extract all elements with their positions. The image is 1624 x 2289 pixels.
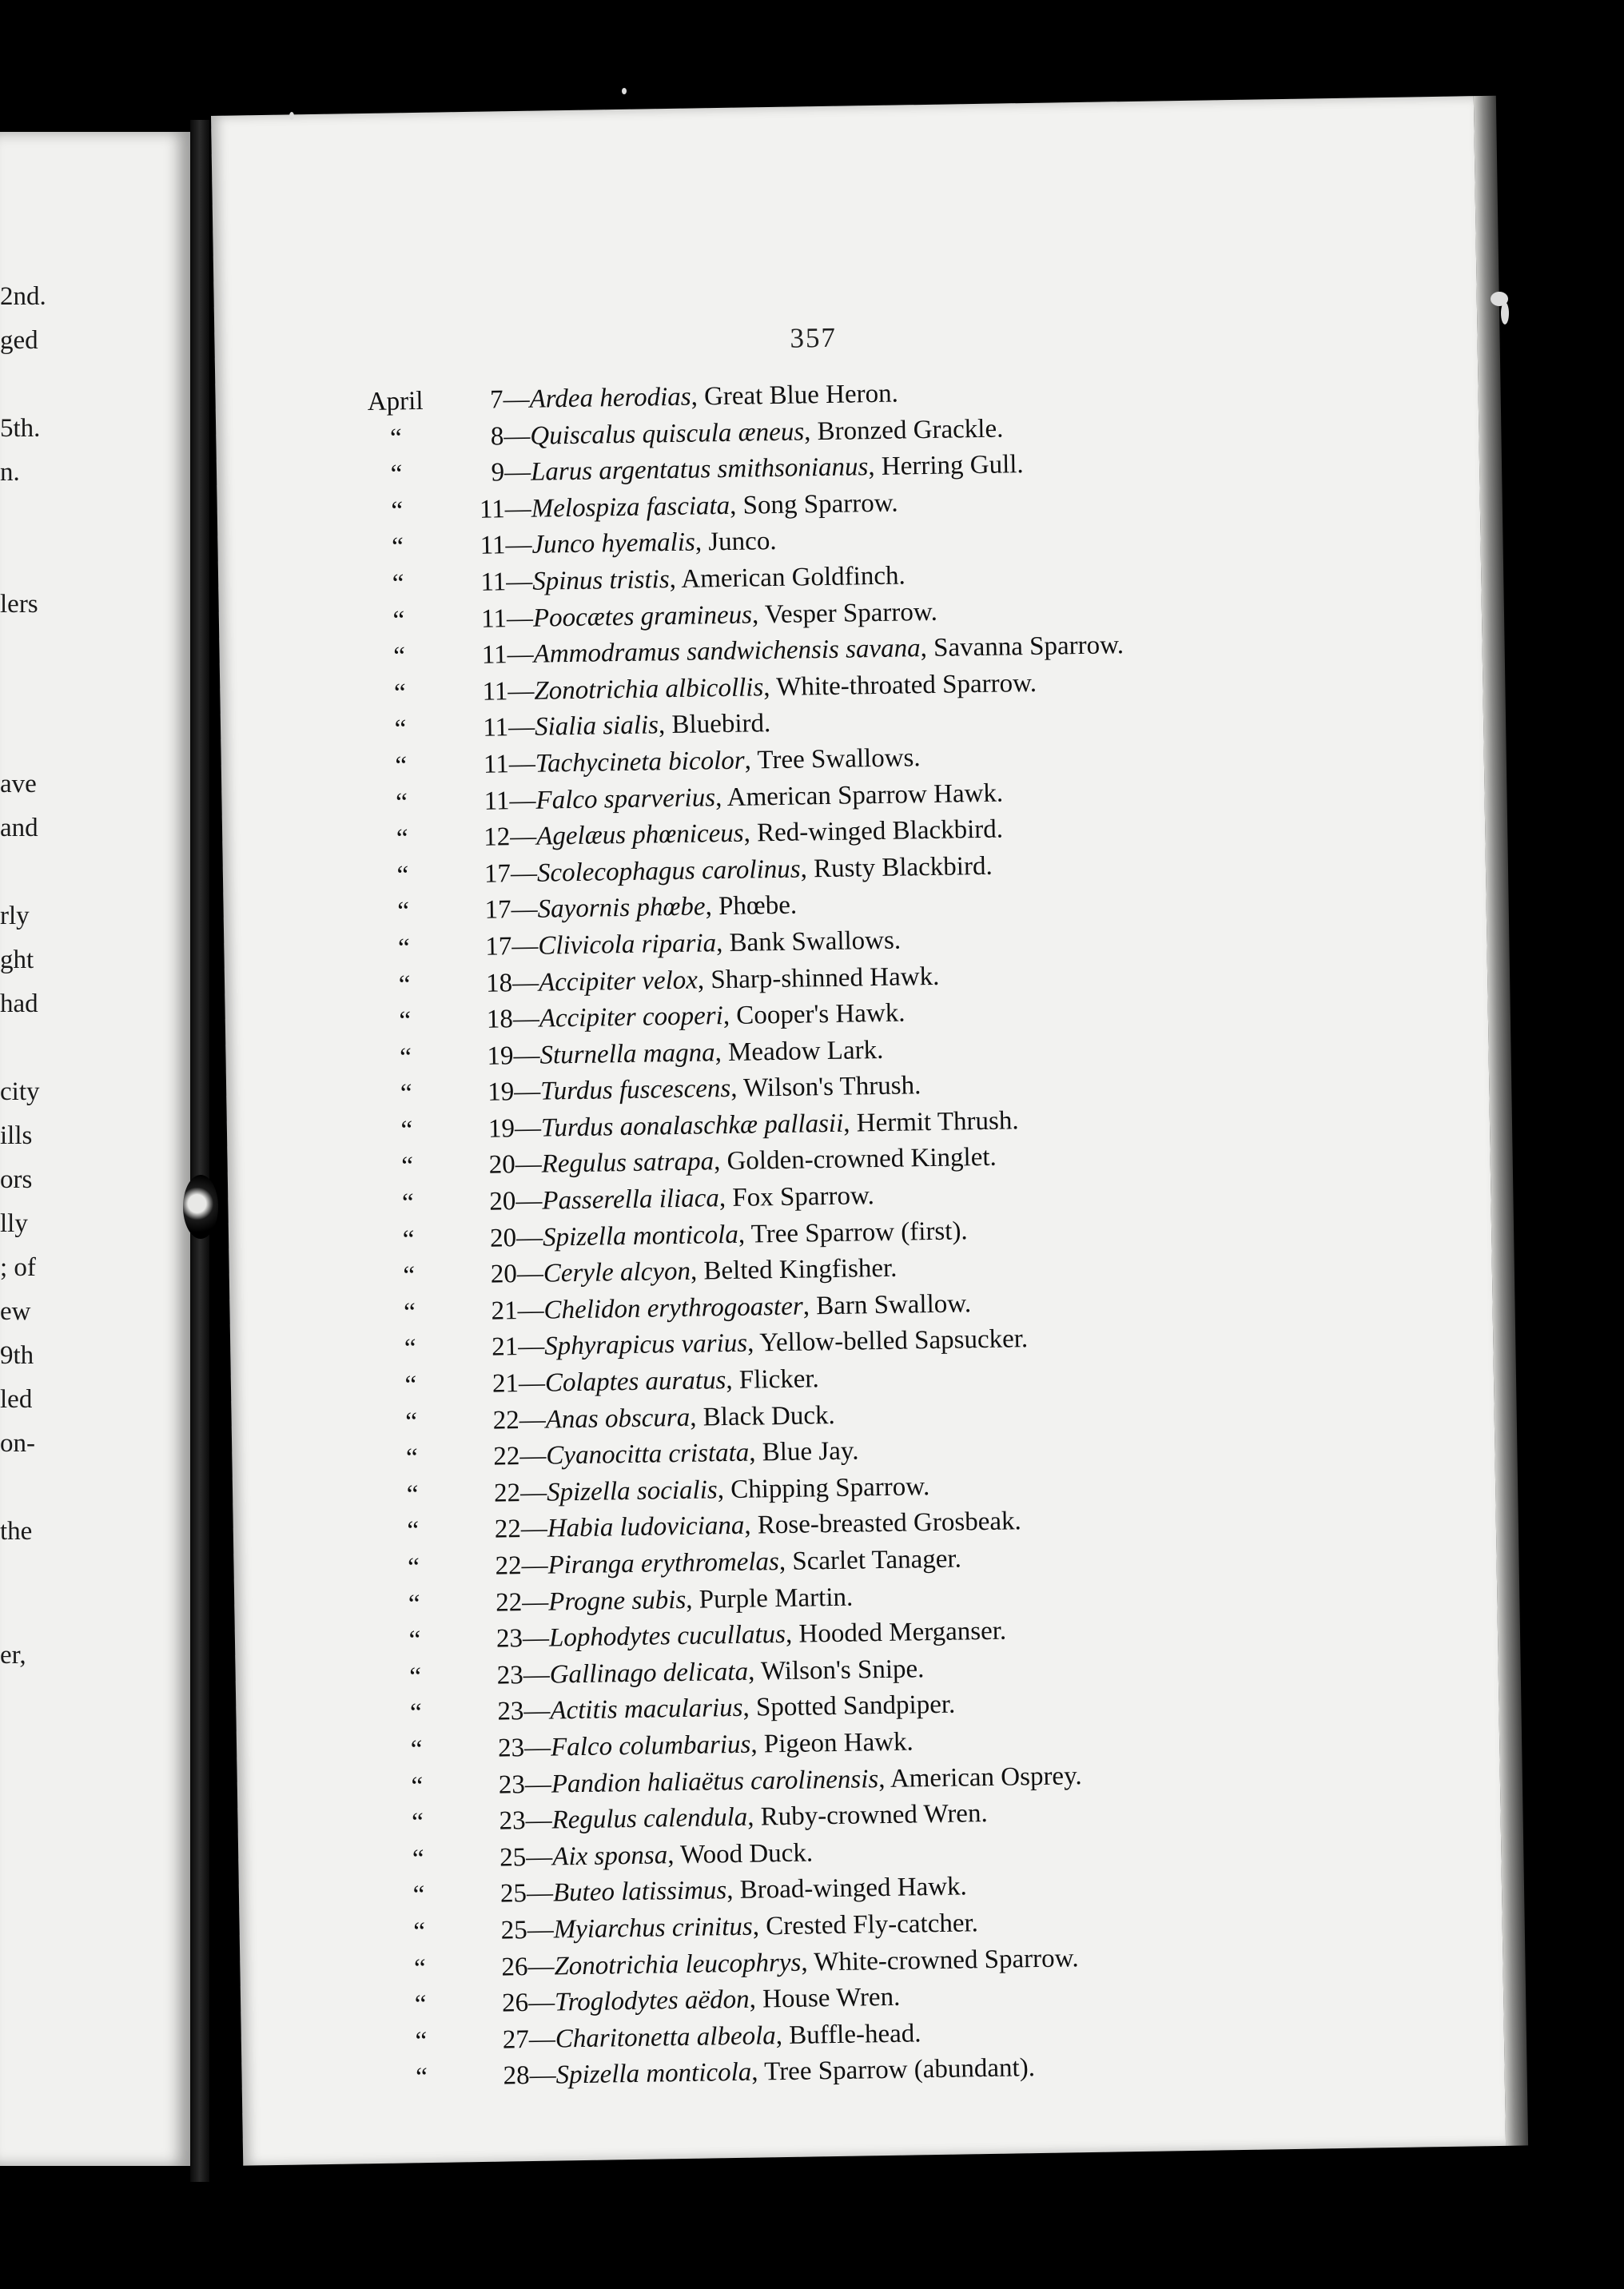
scientific-name: Spinus tristis — [531, 565, 670, 596]
day-number: 22 — [493, 1442, 520, 1471]
dash-separator: — — [504, 457, 531, 488]
dash-separator: — — [508, 676, 535, 707]
day-number: 19 — [488, 1114, 515, 1144]
dust-speck — [1501, 302, 1509, 324]
day-number: 11 — [483, 750, 510, 779]
common-name: , Wilson's Snipe. — [747, 1654, 925, 1686]
dash-separator: — — [504, 494, 532, 524]
day-number: 20 — [489, 1187, 516, 1216]
day-number: 23 — [498, 1769, 526, 1800]
day-number: 8 — [490, 421, 504, 452]
scientific-name: Colaptes auratus — [544, 1366, 726, 1398]
dash-separator: — — [503, 384, 530, 415]
common-name: , Vesper Sparrow. — [751, 597, 938, 630]
left-page-fragment: had — [0, 989, 38, 1018]
dash-separator: — — [517, 1296, 544, 1326]
day-number: 17 — [485, 932, 512, 961]
day-number: 23 — [497, 1734, 525, 1763]
dash-separator: — — [512, 1004, 540, 1034]
common-name: , Broad-winged Hawk. — [726, 1872, 968, 1905]
scientific-name: Sayornis phœbe — [537, 892, 706, 925]
common-name: , Hooded Merganser. — [785, 1616, 1007, 1650]
month-label: “ — [408, 1589, 420, 1618]
day-number: 22 — [492, 1405, 519, 1435]
dash-separator: — — [515, 1223, 543, 1252]
bird-arrival-list — [335, 372, 1480, 2103]
scientific-name: Chelidon erythrogoaster — [543, 1292, 803, 1325]
left-page-fragment: and — [0, 814, 38, 842]
scientific-name: Troglodytes aëdon — [554, 1984, 750, 2017]
month-label: “ — [399, 1042, 412, 1073]
month-label: “ — [396, 860, 409, 890]
book-gutter — [190, 120, 209, 2182]
page-number: 357 — [790, 321, 838, 354]
common-name: , Wood Duck. — [667, 1838, 814, 1870]
left-page-fragment: lly — [0, 1209, 28, 1238]
dash-separator: — — [511, 931, 539, 961]
month-label: “ — [398, 969, 411, 999]
dash-separator: — — [504, 421, 531, 451]
scientific-name: Lophodytes cucullatus — [548, 1620, 786, 1653]
day-number: 12 — [483, 822, 511, 852]
scientific-name: Ceryle alcyon — [543, 1257, 691, 1288]
scientific-name: Agelæus phœniceus — [535, 818, 744, 851]
dash-separator: — — [528, 2024, 556, 2054]
scientific-name: Gallinago delicata — [549, 1657, 749, 1690]
month-label: “ — [409, 1662, 422, 1692]
month-label: “ — [406, 1479, 419, 1510]
scientific-name: Clivicola riparia — [538, 929, 717, 961]
day-number: 21 — [491, 1296, 518, 1326]
common-name: , Savanna Sparrow. — [920, 631, 1124, 663]
dash-separator: — — [507, 639, 534, 670]
scientific-name: Buteo latissimus — [552, 1876, 727, 1908]
day-number: 23 — [499, 1806, 526, 1836]
common-name: , American Osprey. — [878, 1761, 1082, 1793]
left-page-fragment: on- — [0, 1429, 35, 1458]
scientific-name: Accipiter cooperi — [539, 1001, 724, 1033]
day-number: 21 — [492, 1369, 519, 1399]
scientific-name: Sphyrapicus varius — [543, 1329, 748, 1362]
scientific-name: Charitonetta albeola — [555, 2020, 777, 2054]
month-label: “ — [409, 1698, 423, 1728]
dash-separator: — — [523, 1733, 551, 1763]
left-page-fragment: ght — [0, 945, 34, 974]
common-name: , Blue Jay. — [748, 1436, 859, 1467]
dash-separator: — — [515, 1150, 542, 1180]
scientific-name: Cyanocitta cristata — [546, 1438, 750, 1471]
left-page-fragment: the — [0, 1517, 33, 1546]
common-name: , Barn Swallow. — [802, 1289, 972, 1321]
month-label: “ — [405, 1407, 418, 1437]
common-name: , Bluebird. — [658, 709, 771, 740]
dash-separator: — — [521, 1587, 549, 1617]
common-name: , Purple Martin. — [685, 1582, 854, 1614]
month-label: “ — [413, 1917, 426, 1947]
month-label: “ — [402, 1224, 415, 1255]
common-name: , Sharp-shinned Hawk. — [697, 961, 940, 995]
month-label: “ — [391, 532, 404, 562]
day-number: 25 — [500, 1916, 527, 1945]
day-number: 22 — [495, 1551, 522, 1581]
scientific-name: Scolecophagus carolinus — [536, 854, 801, 888]
left-page-fragment: 9th — [0, 1341, 34, 1370]
dash-separator: — — [521, 1551, 548, 1581]
dash-separator: — — [525, 1842, 553, 1872]
common-name: , Bronzed Grackle. — [803, 414, 1004, 446]
scientific-name: Ardea herodias — [529, 382, 691, 414]
dash-separator: — — [511, 895, 538, 925]
common-name: , Yellow-belled Sapsucker. — [746, 1324, 1029, 1359]
month-label: “ — [392, 605, 405, 635]
common-name: , White-throated Sparrow. — [762, 668, 1037, 702]
month-label: “ — [400, 1079, 412, 1109]
dash-separator: — — [513, 1077, 541, 1107]
month-label: “ — [389, 423, 402, 453]
common-name: , Fox Sparrow. — [718, 1181, 875, 1213]
scientific-name: Pandion haliaëtus carolinensis — [551, 1764, 879, 1799]
day-number: 7 — [489, 385, 504, 415]
scientific-name: Passerella iliaca — [542, 1184, 720, 1216]
scientific-name: Ammodramus sandwichensis savana — [533, 634, 921, 669]
day-number: 11 — [484, 786, 510, 816]
scientific-name: Progne subis — [547, 1585, 687, 1617]
common-name: , Hermit Thrush. — [842, 1106, 1019, 1138]
left-page-fragment: n. — [0, 458, 20, 487]
month-label: “ — [397, 897, 410, 926]
dash-separator: — — [519, 1478, 547, 1507]
left-page-fragment: ave — [0, 770, 37, 798]
dash-separator: — — [508, 749, 536, 779]
dash-separator: — — [523, 1660, 550, 1690]
day-number: 18 — [485, 968, 513, 998]
month-label: “ — [394, 715, 407, 744]
left-page-fragment: 2nd. — [0, 282, 46, 311]
day-number: 11 — [482, 677, 508, 707]
scientific-name: Junco hyemalis — [531, 527, 696, 560]
day-number: 22 — [494, 1515, 522, 1545]
month-label: “ — [390, 460, 403, 489]
dash-separator: — — [527, 1952, 555, 1981]
month-label: “ — [404, 1334, 416, 1363]
day-number: 19 — [487, 1077, 515, 1107]
month-label: “ — [413, 1953, 427, 1983]
day-number: 22 — [493, 1478, 521, 1508]
dash-separator: — — [513, 1041, 540, 1070]
day-number: 18 — [486, 1005, 514, 1034]
dash-separator: — — [508, 713, 535, 742]
binding-thread-knot — [183, 1175, 218, 1239]
common-name: , Chipping Sparrow. — [717, 1471, 930, 1505]
scientific-name: Quiscalus quiscula æneus — [530, 416, 805, 451]
left-page-fragment: ew — [0, 1297, 31, 1326]
scientific-name: Regulus satrapa — [541, 1147, 714, 1180]
scientific-name: Myiarchus crinitus — [553, 1912, 753, 1945]
left-page-fragment: ills — [0, 1121, 33, 1150]
common-name: , Junco. — [695, 527, 777, 557]
month-label: “ — [415, 2026, 428, 2056]
common-name: , American Goldfinch. — [669, 561, 906, 595]
common-name: , Pigeon Hawk. — [750, 1727, 914, 1759]
dash-separator: — — [527, 1915, 554, 1945]
dash-separator: — — [520, 1515, 548, 1544]
dash-separator: — — [514, 1113, 542, 1144]
scientific-name: Habia ludoviciana — [547, 1511, 745, 1544]
common-name: , Tree Sparrow (first). — [738, 1216, 968, 1249]
scientific-name: Actitis macularius — [550, 1694, 743, 1726]
day-number: 11 — [480, 567, 507, 597]
right-page — [211, 96, 1506, 2166]
dash-separator: — — [515, 1186, 543, 1216]
left-page-fragment: city — [0, 1077, 40, 1106]
month-label: “ — [411, 1808, 424, 1837]
common-name: , Herring Gull. — [868, 450, 1024, 482]
left-page-fragment: lers — [0, 590, 38, 619]
day-number: 27 — [502, 2024, 530, 2055]
month-label: “ — [411, 1771, 424, 1801]
common-name: , Rusty Blackbird. — [800, 851, 993, 884]
common-name: , Spotted Sandpiper. — [742, 1690, 956, 1723]
month-label: “ — [408, 1626, 421, 1655]
dust-speck — [622, 88, 627, 94]
day-number: 9 — [491, 458, 505, 488]
scientific-name: Falco sparverius — [535, 782, 716, 815]
day-number: 25 — [500, 1879, 527, 1909]
left-page-fragment: led — [0, 1385, 33, 1414]
dust-speck — [289, 112, 294, 120]
common-name: , Golden-crowned Kinglet. — [713, 1143, 997, 1176]
left-page-fragment: rly — [0, 902, 30, 930]
month-label: “ — [412, 1844, 424, 1874]
day-number: 11 — [479, 495, 506, 524]
scientific-name: Spizella monticola — [555, 2057, 752, 2090]
month-label: “ — [401, 1188, 415, 1218]
day-number: 22 — [495, 1587, 523, 1618]
month-label: “ — [393, 679, 406, 708]
dash-separator: — — [526, 1878, 554, 1909]
dash-separator: — — [518, 1368, 546, 1399]
scientific-name: Turdus fuscescens — [539, 1074, 731, 1106]
day-number: 19 — [487, 1041, 514, 1071]
day-number: 20 — [489, 1223, 517, 1253]
common-name: , Flicker. — [726, 1364, 820, 1395]
day-number: 23 — [496, 1624, 523, 1654]
day-number: 17 — [484, 858, 511, 889]
scientific-name: Turdus aonalaschkæ pallasii — [540, 1109, 844, 1143]
scientific-name: Falco columbarius — [550, 1730, 751, 1762]
left-page-fragment: ged — [0, 326, 38, 355]
common-name: , Great Blue Heron. — [691, 379, 899, 412]
scientific-name: Accipiter velox — [538, 965, 699, 997]
month-label: “ — [410, 1735, 423, 1765]
day-number: 28 — [503, 2061, 530, 2091]
month-label: “ — [403, 1261, 416, 1291]
common-name: , Meadow Lark. — [714, 1035, 884, 1067]
dash-separator: — — [505, 567, 533, 597]
month-label: “ — [407, 1553, 420, 1582]
month-label: “ — [407, 1516, 420, 1546]
common-name: , Ruby-crowned Wren. — [746, 1799, 988, 1832]
dash-separator: — — [524, 1769, 552, 1799]
month-label: “ — [396, 824, 408, 854]
left-page-fragment: er, — [0, 1641, 26, 1670]
left-page-fragment: 5th. — [0, 414, 41, 443]
common-name: , Bank Swallows. — [715, 926, 902, 958]
common-name: , Belted Kingfisher. — [690, 1253, 898, 1287]
scientific-name: Larus argentatus smithsonianus — [530, 452, 869, 487]
day-number: 11 — [480, 531, 506, 561]
scientific-name: Piranga erythromelas — [547, 1547, 780, 1580]
common-name: , Rose-breasted Grosbeak. — [744, 1507, 1021, 1541]
dash-separator: — — [510, 858, 538, 888]
scientific-name: Spizella monticola — [542, 1220, 739, 1252]
month-label: “ — [392, 569, 404, 599]
month-label: “ — [395, 751, 408, 781]
common-name: , Song Sparrow. — [729, 488, 898, 520]
scientific-name: Poocætes gramineus — [532, 600, 753, 633]
scientific-name: Melospiza fasciata — [531, 491, 730, 523]
dash-separator: — — [522, 1623, 550, 1654]
common-name: , Black Duck. — [689, 1400, 835, 1432]
day-number: 20 — [490, 1260, 518, 1289]
month-label: “ — [393, 642, 406, 671]
day-number: 11 — [480, 603, 508, 634]
dash-separator: — — [519, 1405, 546, 1435]
scientific-name: Aix sponsa — [551, 1841, 668, 1872]
day-number: 26 — [501, 1952, 528, 1982]
common-name: , House Wren. — [749, 1982, 901, 2014]
scientific-name: Zonotrichia leucophrys — [554, 1948, 802, 1981]
common-name: , Scarlet Tanager. — [778, 1544, 962, 1577]
day-number: 11 — [483, 713, 509, 743]
month-label: “ — [401, 1152, 414, 1181]
common-name: , White-crowned Sparrow. — [801, 1943, 1079, 1977]
month-label: “ — [400, 1116, 413, 1145]
month-label: “ — [404, 1371, 417, 1400]
month-label: “ — [395, 787, 408, 818]
dash-separator: — — [506, 603, 534, 633]
left-page-text-fragments — [0, 132, 190, 2166]
month-label: “ — [397, 934, 410, 963]
day-number: 23 — [496, 1660, 523, 1690]
left-page-fragment: ors — [0, 1165, 33, 1194]
scientific-name: Tachycineta bicolor — [535, 746, 745, 778]
month-label: “ — [399, 1006, 412, 1036]
month-label: “ — [403, 1298, 416, 1328]
month-label: “ — [412, 1881, 425, 1910]
scientific-name: Sialia sialis — [534, 711, 659, 742]
dash-separator: — — [509, 786, 536, 815]
day-number: 26 — [501, 1988, 529, 2018]
left-page-fragment: ; of — [0, 1253, 36, 1282]
dash-separator: — — [509, 822, 537, 852]
common-name: , Tree Swallows. — [744, 743, 921, 775]
month-label: “ — [414, 1990, 427, 2020]
left-facing-page — [0, 132, 190, 2166]
dash-separator: — — [529, 2060, 556, 2091]
dash-separator: — — [511, 968, 539, 997]
common-name: , American Sparrow Hawk. — [714, 778, 1004, 812]
month-label: “ — [405, 1443, 419, 1473]
scientific-name: Regulus calendula — [551, 1802, 748, 1835]
day-number: 17 — [484, 895, 511, 926]
dash-separator: — — [505, 531, 532, 560]
dash-separator: — — [525, 1805, 552, 1836]
day-number: 11 — [481, 640, 508, 670]
day-number: 21 — [491, 1332, 519, 1363]
dash-separator: — — [517, 1332, 545, 1362]
common-name: , Crested Fly-catcher. — [752, 1909, 979, 1941]
common-name: , Red-winged Blackbird. — [743, 814, 1004, 848]
common-name: , Phœbe. — [705, 890, 798, 922]
month-label: “ — [391, 496, 404, 526]
page-edge-stack — [1474, 96, 1528, 2146]
scientific-name: Sturnella magna — [539, 1037, 715, 1070]
day-number: 23 — [497, 1697, 524, 1726]
common-name: , Tree Sparrow (abundant). — [750, 2053, 1036, 2087]
common-name: , Wilson's Thrush. — [730, 1071, 921, 1104]
common-name: , Cooper's Hawk. — [722, 998, 906, 1031]
day-number: 20 — [488, 1150, 515, 1180]
dash-separator: — — [516, 1259, 544, 1289]
dash-separator: — — [519, 1441, 547, 1471]
dash-separator: — — [523, 1696, 551, 1726]
month-label: April — [367, 386, 424, 416]
scientific-name: Zonotrichia albicollis — [534, 672, 764, 706]
common-name: , Buffle-head. — [775, 2019, 921, 2050]
scientific-name: Spizella socialis — [546, 1475, 718, 1507]
day-number: 25 — [499, 1842, 527, 1873]
dash-separator: — — [527, 1988, 555, 2018]
scientific-name: Anas obscura — [545, 1403, 691, 1435]
month-label: “ — [415, 2063, 428, 2092]
